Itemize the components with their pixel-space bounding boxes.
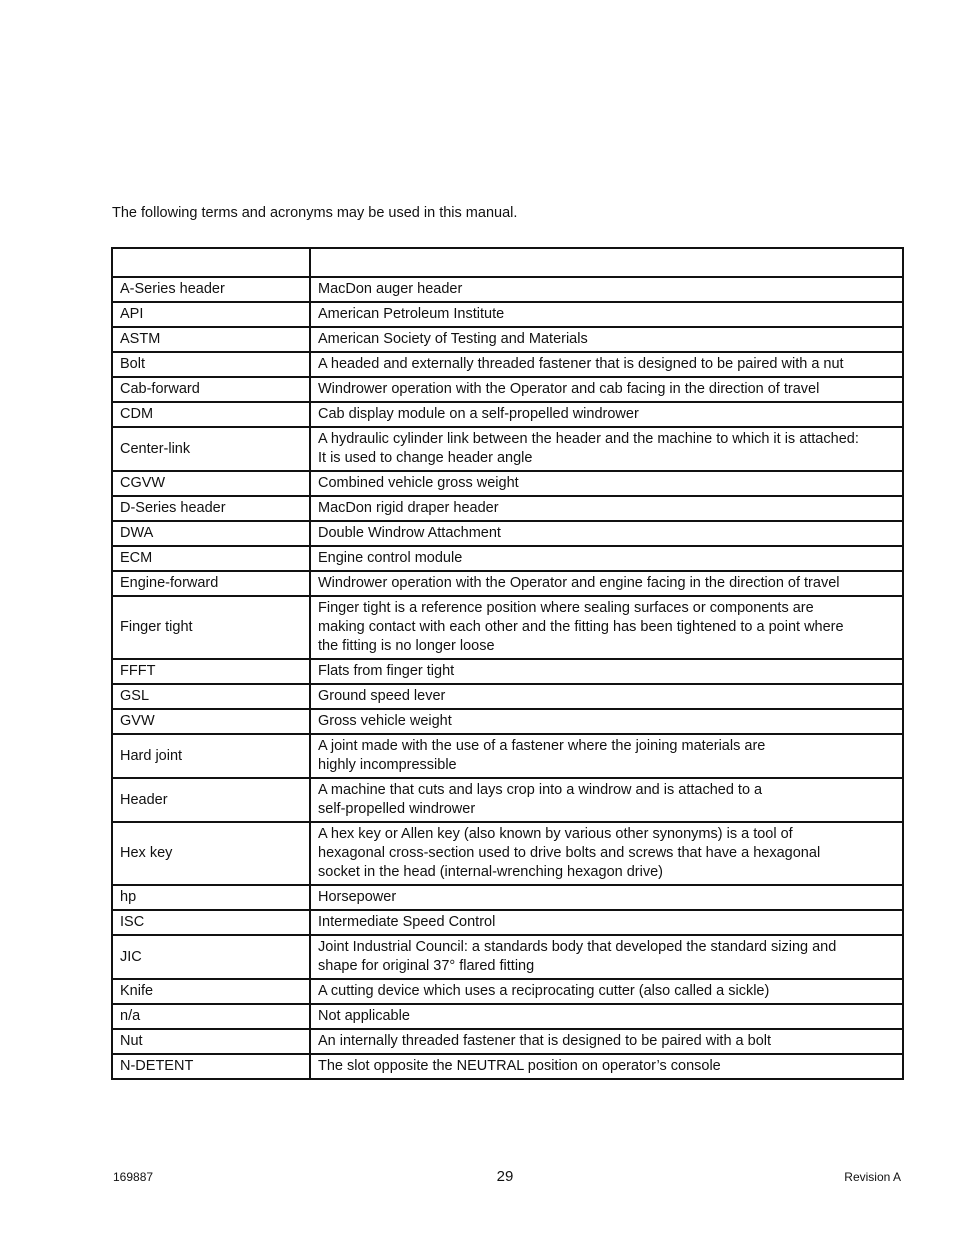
term-cell: FFFT	[112, 659, 310, 684]
definition-column-header	[310, 248, 903, 277]
term-cell: n/a	[112, 1004, 310, 1029]
term-cell: Nut	[112, 1029, 310, 1054]
table-row	[112, 1054, 903, 1079]
term-cell: Finger tight	[112, 596, 310, 659]
term-cell: Knife	[112, 979, 310, 1004]
table-row	[112, 778, 903, 822]
definition-cell: A machine that cuts and lays crop into a windrow and is attached to a self-propelled windrower	[310, 778, 903, 822]
table-row	[112, 427, 903, 471]
table-row	[112, 684, 903, 709]
definition-cell: MacDon auger header	[310, 277, 903, 302]
table-row	[112, 327, 903, 352]
definition-cell: MacDon rigid draper header	[310, 496, 903, 521]
term-cell: JIC	[112, 935, 310, 979]
table-row	[112, 377, 903, 402]
table-row	[112, 302, 903, 327]
table-row	[112, 822, 903, 885]
table-row	[112, 709, 903, 734]
definition-cell: Finger tight is a reference position where sealing surfaces or components are making contact with each other and the fitting has been tightened to a point where the fitting is no longer loose	[310, 596, 903, 659]
definition-cell: Double Windrow Attachment	[310, 521, 903, 546]
definition-cell: Flats from finger tight	[310, 659, 903, 684]
table-row	[112, 546, 903, 571]
term-cell: Header	[112, 778, 310, 822]
definition-cell: Intermediate Speed Control	[310, 910, 903, 935]
page-number: 29	[496, 1168, 514, 1185]
table-row	[112, 659, 903, 684]
term-cell: GSL	[112, 684, 310, 709]
definition-cell: Gross vehicle weight	[310, 709, 903, 734]
revision-label: Revision A	[844, 1170, 901, 1184]
table-row	[112, 571, 903, 596]
definition-cell: Joint Industrial Council: a standards body that developed the standard sizing and shape for original 37° flared fitting	[310, 935, 903, 979]
table-row	[112, 885, 903, 910]
definition-cell: Ground speed lever	[310, 684, 903, 709]
term-cell: ISC	[112, 910, 310, 935]
term-cell: GVW	[112, 709, 310, 734]
term-cell: DWA	[112, 521, 310, 546]
table-row	[112, 1029, 903, 1054]
intro-text: The following terms and acronyms may be used in this manual.	[112, 205, 518, 221]
term-cell: CDM	[112, 402, 310, 427]
table-row	[112, 277, 903, 302]
definition-cell: Engine control module	[310, 546, 903, 571]
table-row	[112, 910, 903, 935]
table-row	[112, 734, 903, 778]
table-row	[112, 352, 903, 377]
term-cell: hp	[112, 885, 310, 910]
table-row	[112, 979, 903, 1004]
term-cell: CGVW	[112, 471, 310, 496]
table-row	[112, 1004, 903, 1029]
definition-cell: Windrower operation with the Operator and cab facing in the direction of travel	[310, 377, 903, 402]
definition-cell: Windrower operation with the Operator and engine facing in the direction of travel	[310, 571, 903, 596]
term-cell: API	[112, 302, 310, 327]
table-row	[112, 496, 903, 521]
definition-cell: A hydraulic cylinder link between the header and the machine to which it is attached: It is used to change header angle	[310, 427, 903, 471]
term-cell: ECM	[112, 546, 310, 571]
term-cell: Hex key	[112, 822, 310, 885]
table-row	[112, 596, 903, 659]
definition-cell: American Society of Testing and Materials	[310, 327, 903, 352]
definition-cell: A cutting device which uses a reciprocating cutter (also called a sickle)	[310, 979, 903, 1004]
definition-cell: An internally threaded fastener that is designed to be paired with a bolt	[310, 1029, 903, 1054]
term-cell: D-Series header	[112, 496, 310, 521]
term-cell: Center-link	[112, 427, 310, 471]
terms-table-body	[112, 277, 903, 1079]
table-header-row	[112, 248, 903, 277]
term-cell: N-DETENT	[112, 1054, 310, 1079]
definition-cell: Not applicable	[310, 1004, 903, 1029]
term-cell: Cab-forward	[112, 377, 310, 402]
definition-cell: Cab display module on a self-propelled windrower	[310, 402, 903, 427]
definition-cell: A headed and externally threaded fastener that is designed to be paired with a nut	[310, 352, 903, 377]
definition-cell: Horsepower	[310, 885, 903, 910]
term-cell: Engine-forward	[112, 571, 310, 596]
definition-cell: A joint made with the use of a fastener where the joining materials are highly incompressible	[310, 734, 903, 778]
table-row	[112, 402, 903, 427]
term-cell: Hard joint	[112, 734, 310, 778]
table-row	[112, 521, 903, 546]
term-column-header	[112, 248, 310, 277]
definition-cell: The slot opposite the NEUTRAL position on operator’s console	[310, 1054, 903, 1079]
definition-cell: Combined vehicle gross weight	[310, 471, 903, 496]
term-cell: ASTM	[112, 327, 310, 352]
term-cell: A-Series header	[112, 277, 310, 302]
table-row	[112, 935, 903, 979]
definition-cell: American Petroleum Institute	[310, 302, 903, 327]
terms-table	[111, 247, 904, 1080]
term-cell: Bolt	[112, 352, 310, 377]
document-number: 169887	[113, 1170, 154, 1184]
definition-cell: A hex key or Allen key (also known by various other synonyms) is a tool of hexagonal cross-section used to drive bolts and screws that have a hexagonal socket in the head (internal-wrenching hexagon drive)	[310, 822, 903, 885]
table-row	[112, 471, 903, 496]
